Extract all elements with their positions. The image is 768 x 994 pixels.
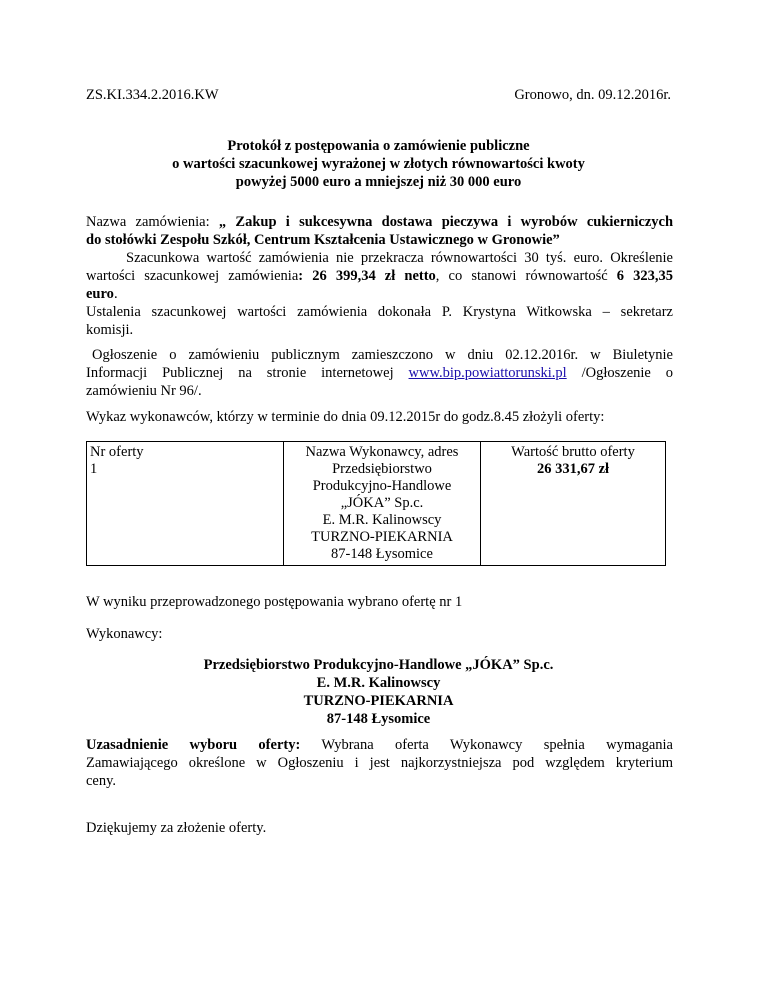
- contractor-line: „JÓKA” Sp.c.: [340, 495, 424, 511]
- contractor-line: TURZNO-PIEKARNIA: [311, 529, 453, 545]
- contractor-line: Przedsiębiorstwo: [332, 461, 432, 477]
- contractor-line: 87-148 Łysomice: [331, 546, 433, 562]
- justification-label: Uzasadnienie wyboru oferty:: [86, 737, 301, 753]
- title-line-3: powyżej 5000 euro a mniejszej niż 30 000 euro: [235, 174, 522, 190]
- order-name-label: Nazwa zamówienia:: [86, 214, 210, 230]
- cell-value: [481, 442, 666, 566]
- justification-line-3: ceny.: [86, 773, 117, 789]
- cell-offer-number: [87, 442, 284, 566]
- offers-intro: Wykaz wykonawców, którzy w terminie do dnia 09.12.2015r do godz.8.45 złożyli oferty:: [86, 409, 605, 425]
- winner-block: [86, 656, 671, 728]
- header-contractor: Nazwa Wykonawcy, adres: [305, 444, 459, 460]
- justification-line-1: Uzasadnienie wyboru oferty: Wybrana oferta Wykonawcy spełnia wymagania: [86, 737, 673, 753]
- title-line-1: Protokół z postępowania o zamówienie publiczne: [227, 138, 530, 154]
- contractors-label: Wykonawcy:: [86, 626, 163, 642]
- estimate-line-3: euro.: [86, 286, 118, 302]
- offers-table: [86, 441, 666, 566]
- reference-number: ZS.KI.334.2.2016.KW: [86, 87, 219, 103]
- cell-contractor: [284, 442, 481, 566]
- winner-line-1: Przedsiębiorstwo Produkcyjno-Handlowe „JÓKA” Sp.c.: [203, 657, 554, 673]
- order-section: [86, 213, 673, 339]
- winner-line-3: TURZNO-PIEKARNIA: [303, 693, 454, 709]
- offer-value: 26 331,67 zł: [536, 461, 610, 477]
- winner-line-4: 87-148 Łysomice: [326, 711, 431, 727]
- notice-line-3: [86, 382, 673, 400]
- thanks-text: Dziękujemy za złożenie oferty.: [86, 820, 267, 836]
- header-value: Wartość brutto oferty: [511, 444, 635, 460]
- estimate-line-2: wartości szacunkowej zamówienia: 26 399,34 zł netto, co stanowi równowartość 6 323,35: [86, 268, 674, 284]
- euro-value: 6 323,35: [616, 268, 674, 284]
- contractor-line: E. M.R. Kalinowscy: [322, 512, 442, 528]
- notice-section: [86, 346, 673, 400]
- order-name-line-2: do stołówki Zespołu Szkół, Centrum Kształcenia Ustawicznego w Gronowie”: [86, 232, 560, 248]
- winner-line-2: E. M.R. Kalinowscy: [316, 675, 441, 691]
- notice-link-tail[interactable]: /Ogłoszenie o: [566, 365, 673, 381]
- order-name-part-1: „ Zakup i sukcesywna dostawa pieczywa i wyrobów cukierniczych: [218, 214, 674, 230]
- justification-line-2: Zamawiającego określone w Ogłoszeniu i jest najkorzystniejsza pod względem kryterium: [86, 755, 673, 771]
- estimate-line-1: Szacunkowa wartość zamówienia nie przekracza równowartości 30 tyś. euro. Określenie: [126, 250, 673, 266]
- document-title: [86, 137, 671, 191]
- result-text: W wyniku przeprowadzonego postępowania wybrano ofertę nr 1: [86, 594, 463, 610]
- title-line-2: o wartości szacunkowej wyrażonej w złotych równowartości kwoty: [172, 156, 585, 172]
- notice-link-end[interactable]: zamówieniu Nr 96/.: [86, 383, 202, 399]
- place-date: Gronowo, dn. 09.12.2016r.: [514, 87, 671, 103]
- table-row: [87, 442, 666, 566]
- order-name-line-1: [86, 213, 673, 231]
- settlement-line-2: komisji.: [86, 322, 134, 338]
- notice-line-1: Ogłoszenie o zamówieniu publicznym zamieszczono w dniu 02.12.2016r. w Biuletynie: [92, 347, 673, 363]
- offer-number-value: 1: [90, 461, 98, 477]
- net-value: : 26 399,34 zł netto: [298, 268, 436, 284]
- contractor-line: Produkcyjno-Handlowe: [312, 478, 452, 494]
- settlement-line-1: Ustalenia szacunkowej wartości zamówienia dokonała P. Krystyna Witkowska – sekretarz: [86, 304, 673, 320]
- bip-link[interactable]: www.bip.powiattorunski.pl: [408, 365, 567, 381]
- header-offer-number: Nr oferty: [90, 444, 144, 460]
- justification-section: [86, 736, 673, 790]
- notice-line-2: Informacji Publicznej na stronie internetowej www.bip.powiattorunski.pl /Ogłoszenie o: [86, 365, 673, 381]
